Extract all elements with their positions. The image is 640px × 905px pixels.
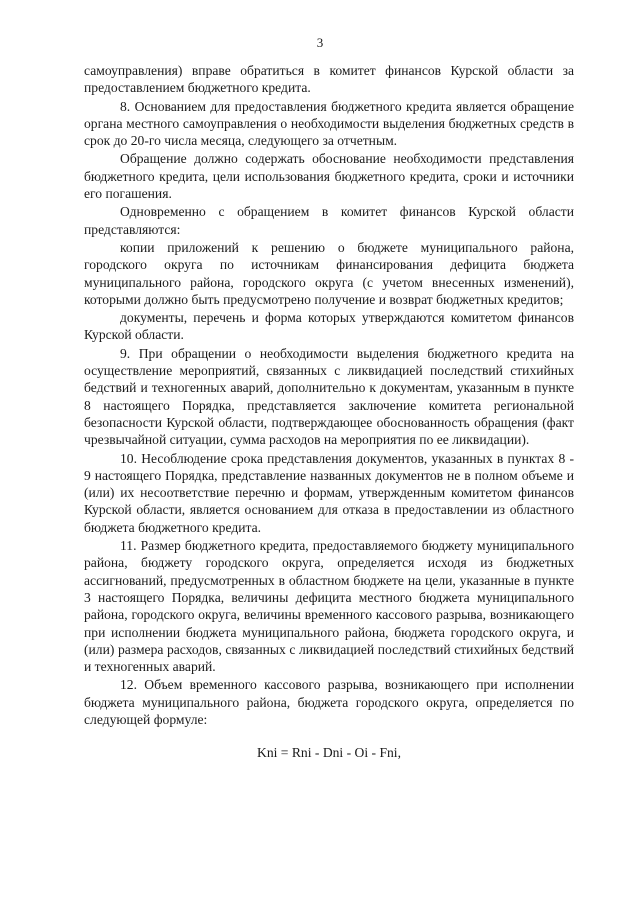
paragraph-clause-10: 10. Несоблюдение срока представления документов, указанных в пунктах 8 - 9 настоящего Порядка, представление названных документов не в полном объеме и (или) их несоответствие перечню и формам, утвержденным комитетом финансов Курской области, является основанием для отказа в предоставлении из областного бюджета бюджетного кредита. — [84, 450, 574, 535]
paragraph: документы, перечень и форма которых утверждаются комитетом финансов Курской области. — [84, 310, 574, 343]
paragraph-clause-11: 11. Размер бюджетного кредита, предоставляемого бюджету муниципального района, бюджету городского округа, определяется исходя из бюджетных ассигнований, предусмотренных в областном бюджете на цели, указанные в пункте 3 настоящего Порядка, величины дефицита местного бюджета муниципального района, городского округа, величины временного кассового разрыва, возникающего при исполнении бюджета муниципального района, бюджета городского округа, и (или) размера расходов, связанных с ликвидацией последствий стихийных бедствий и техногенных аварий. — [84, 538, 574, 675]
document-body — [84, 62, 574, 763]
paragraph-clause-9: 9. При обращении о необходимости выделения бюджетного кредита на осуществление мероприятий, связанных с ликвидацией последствий стихийных бедствий и техногенных аварий, дополнительно к документам, указанным в пункте 8 настоящего Порядка, представляется заключение комитета региональной безопасности Курской области, подтверждающее обоснованность обращения (факт чрезвычайной ситуации, сумма расходов на мероприятия по ее ликвидации). — [84, 345, 574, 448]
paragraph-clause-8: 8. Основанием для предоставления бюджетного кредита является обращение органа местного самоуправления о необходимости выделения бюджетных средств в срок до 20-го числа месяца, следующего за отчетным. — [84, 98, 574, 149]
paragraph: Обращение должно содержать обоснование необходимости представления бюджетного кредита, цели использования бюджетного кредита, сроки и источники его погашения. — [84, 151, 574, 202]
paragraph: Одновременно с обращением в комитет финансов Курской области представляются: — [84, 204, 574, 237]
page-number: 3 — [316, 35, 324, 50]
paragraph-clause-12: 12. Объем временного кассового разрыва, возникающего при исполнении бюджета муниципального района, бюджета городского округа, определяется по следующей формуле: — [84, 677, 574, 727]
paragraph: копии приложений к решению о бюджете муниципального района, городского округа по источникам финансирования дефицита бюджета муниципального района, городского округа (с учетом внесенных изменений), которыми должно быть предусмотрено получение и возврат бюджетных кредитов; — [84, 239, 574, 307]
formula: Kni = Rni - Dni - Oi - Fni, — [257, 745, 401, 761]
paragraph: самоуправления) вправе обратиться в комитет финансов Курской области за предоставлением бюджетного кредита. — [84, 63, 574, 96]
